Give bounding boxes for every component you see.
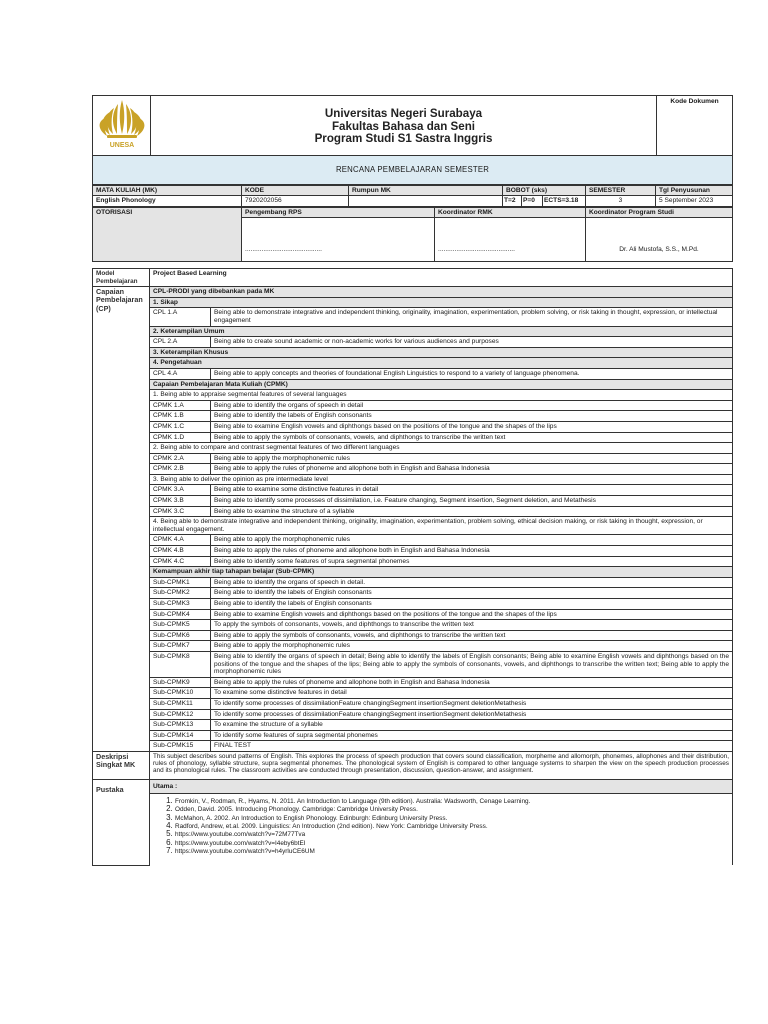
sub-cpmk-code: Sub-CPMK13 [150,720,211,731]
cpmk-code: CPMK 1.D [150,432,211,443]
cpmk-row [93,556,733,567]
semester-value: 3 [586,196,656,207]
cpmk-text: Being able to examine some distinctive features in detail [211,485,733,496]
rps-document [92,95,732,866]
cpl-text: Being able to apply concepts and theories of foundational English Linguistics to respond to a variety of language phenomena. [211,368,733,379]
sub-cpmk-text: To identify some processes of dissimilationFeature changingSegment insertionSegment deletionMetathesis [211,698,733,709]
cpmk-row [93,535,733,546]
cpl-row [93,368,733,379]
reference-item: 4. Radford, Andrew, et.al. 2009. Linguistics: An Introduction (2nd edition). New York: Cambridge University Press. [175,822,732,830]
cpmk-code: CPMK 3.A [150,485,211,496]
general-skills-header: 2. Keterampilan Umum [150,326,733,337]
cpmk-group-title: 2. Being able to compare and contrast segmental features of two different languages [150,443,733,454]
sub-cpmk-row [93,677,733,688]
credit-theory: T=2 [503,196,522,207]
credit-header: BOBOT (sks) [503,185,586,196]
cpl-text: Being able to demonstrate integrative and independent thinking, originality, imagination, experimentation, problem solving, or risk taking in thought, expression, or intellectual engagement [211,308,733,326]
cpmk-code: CPMK 1.C [150,421,211,432]
credit-practice: P=0 [522,196,543,207]
sub-cpmk-row [93,651,733,677]
sub-cpmk-code: Sub-CPMK10 [150,688,211,699]
sub-cpmk-row [93,577,733,588]
sub-cpmk-row [93,698,733,709]
cpmk-text: Being able to identify the organs of speech in detail [211,400,733,411]
cpl-code: CPL 4.A [150,368,211,379]
faculty-name: Fakultas Bahasa dan Seni [331,119,476,133]
cpmk-row [93,453,733,464]
sub-cpmk-code: Sub-CPMK1 [150,577,211,588]
cpl-prodi-header: CPL-PRODI yang dibebankan pada MK [150,287,733,298]
header-table [92,95,733,185]
cpl-row [93,308,733,326]
sub-cpmk-text: Being able to apply the rules of phoneme and allophone both in English and Bahasa Indonesia [211,677,733,688]
cpmk-code: CPMK 4.B [150,546,211,557]
university-name: Universitas Negeri Surabaya [324,106,483,120]
sub-cpmk-row [93,641,733,652]
cpmk-row [93,411,733,422]
sub-cpmk-row [93,730,733,741]
document-title: RENCANA PEMBELAJARAN SEMESTER [93,155,733,184]
cpmk-text: Being able to identify some features of supra segmental phonemes [211,556,733,567]
sub-cpmk-text: To identify some features of supra segmental phonemes [211,730,733,741]
cpmk-text: Being able to apply the symbols of consonants, vowels, and diphthongs to transcribe the written text [211,432,733,443]
cpmk-code: CPMK 3.B [150,496,211,507]
cpmk-code: CPMK 4.A [150,535,211,546]
university-logo [93,96,151,156]
cpmk-group-title: 1. Being able to appraise segmental features of several languages [150,390,733,401]
cp-label: Capaian Pembelajaran (CP) [93,287,150,752]
authorization-label: OTORISASI [93,207,242,262]
prodi-coordinator-label: Koordinator Program Studi [586,207,733,218]
cpl-code: CPL 1.A [150,308,211,326]
cpmk-row [93,432,733,443]
sub-cpmk-row [93,741,733,752]
reference-item: 3. McMahon, A. 2002. An Introduction to English Phonology. Edinburgh: Edinburg University Press. [175,814,732,822]
sub-cpmk-row [93,709,733,720]
main-references-label: Utama : [150,780,732,795]
rumpun-header: Rumpun MK [349,185,503,196]
cpmk-text: Being able to examine English vowels and diphthongs based on the positions of the tongue and the shapes of the lips [211,421,733,432]
cpmk-row [93,485,733,496]
sikap-header: 1. Sikap [150,297,733,308]
sub-cpmk-code: Sub-CPMK7 [150,641,211,652]
cpl-row [93,337,733,348]
sub-cpmk-row [93,588,733,599]
cpl-text: Being able to create sound academic or non-academic works for various audiences and purposes [211,337,733,348]
sub-cpmk-text: To examine some distinctive features in detail [211,688,733,699]
sub-cpmk-row [93,688,733,699]
reference-item: 2. Odden, David. 2005. Introducing Phonology. Cambridge: Cambridge University Press. [175,805,732,813]
reference-item: 5. https://www.youtube.com/watch?v=72M77Tva [175,830,732,838]
rps-developer-signature: .......................................... [242,218,435,262]
cpmk-text: Being able to apply the morphophonemic rules [211,453,733,464]
knowledge-header: 4. Pengetahuan [150,358,733,369]
rumpun-value [349,196,503,207]
sub-cpmk-code: Sub-CPMK6 [150,630,211,641]
sub-cpmk-text: Being able to apply the symbols of consonants, vowels, and diphthongs to transcribe the written text [211,630,733,641]
sub-cpmk-text: Being able to examine English vowels and diphthongs based on the positions of the tongue and the shapes of the lips [211,609,733,620]
references-label: Pustaka [93,779,150,865]
sub-cpmk-text: FINAL TEST [211,741,733,752]
sub-cpmk-text: Being able to identify the labels of English consonants [211,599,733,610]
course-code-value: 7920202056 [242,196,349,207]
unesa-logo-icon [95,96,149,152]
cpmk-row [93,506,733,517]
program-name: Program Studi S1 Sastra Inggris [314,132,493,146]
sub-cpmk-text: Being able to apply the morphophonemic rules [211,641,733,652]
cpmk-text: Being able to identify some processes of dissimilation, i.e. Feature changing, Segment insertion, Segment deletion, and Metathesis [211,496,733,507]
cpmk-text: Being able to examine the structure of a syllable [211,506,733,517]
course-code-header: KODE [242,185,349,196]
cpmk-text: Being able to apply the morphophonemic rules [211,535,733,546]
date-header: Tgl Penyusunan [656,185,733,196]
rps-developer-label: Pengembang RPS [242,207,435,218]
reference-item: 1. Fromkin, V., Rodman, R., Hyams, N. 2011. An Introduction to Language (9th edition). Australia: Wadsworth, Cenage Learning. [175,797,732,805]
learning-outcomes-section [93,287,733,752]
special-skills-header: 3. Keterampilan Khusus [150,347,733,358]
cpmk-row [93,496,733,507]
sub-cpmk-text: Being able to identify the labels of English consonants [211,588,733,599]
sub-cpmk-text: Being able to identify the organs of speech in detail. [211,577,733,588]
cpmk-code: CPMK 3.C [150,506,211,517]
cpmk-code: CPMK 1.B [150,411,211,422]
description-label: Deskripsi Singkat MK [93,751,150,779]
cpmk-group-title: 3. Being able to deliver the opinion as pre intermediate level [150,474,733,485]
cpmk-text: Being able to apply the rules of phoneme and allophone both in English and Bahasa Indonesia [211,546,733,557]
sub-cpmk-code: Sub-CPMK8 [150,651,211,677]
semester-header: SEMESTER [586,185,656,196]
sub-cpmk-code: Sub-CPMK9 [150,677,211,688]
date-value: 5 September 2023 [656,196,733,207]
sub-cpmk-code: Sub-CPMK5 [150,620,211,631]
model-label: Model Pembelajaran [93,269,150,287]
cpmk-row [93,464,733,475]
doc-code-label: Kode Dokumen [657,96,733,156]
sub-cpmk-header: Kemampuan akhir tiap tahapan belajar (Sub-CPMK) [150,567,733,578]
description-text: This subject describes sound patterns of English. This explores the process of speech production that covers sound classification, morpheme and allomorph, phonemes, allophones and their distribution, rules of phonology, syllable structure, supra segmental phonemes. The phonological system of English is compared to other language systems to sharpen the view on the speech production processes and its phonological rules. The classroom activities are conducted through presentation, discussion, question-answer, and assignment. [150,751,733,779]
sub-cpmk-text: Being able to identify the organs of speech in detail; Being able to identify the labels of English consonants; Being able to examine English vowels and diphthongs based on the positions of the tongue and the shapes of the lips; Being able to apply the symbols of consonants, vowels, and diphthongs to transcribe the written text; Being able to apply the morphophonemic rules [211,651,733,677]
main-content-table [92,268,733,865]
cpmk-row [93,546,733,557]
course-name-header: MATA KULIAH (MK) [93,185,242,196]
sub-cpmk-code: Sub-CPMK4 [150,609,211,620]
svg-text:UNESA: UNESA [109,142,134,149]
references-cell [150,779,733,865]
sub-cpmk-row [93,620,733,631]
sub-cpmk-row [93,720,733,731]
authorization-table [92,207,733,263]
credit-ects: ECTS=3.18 [543,196,586,207]
sub-cpmk-row [93,630,733,641]
sub-cpmk-code: Sub-CPMK11 [150,698,211,709]
sub-cpmk-code: Sub-CPMK15 [150,741,211,752]
rmk-coordinator-label: Koordinator RMK [435,207,586,218]
sub-cpmk-code: Sub-CPMK12 [150,709,211,720]
cpmk-code: CPMK 1.A [150,400,211,411]
sub-cpmk-row [93,599,733,610]
sub-cpmk-code: Sub-CPMK2 [150,588,211,599]
cpmk-header: Capaian Pembelajaran Mata Kuliah (CPMK) [150,379,733,390]
institution-heading [151,96,657,156]
course-info-table [92,185,733,207]
sub-cpmk-text: To examine the structure of a syllable [211,720,733,731]
sub-cpmk-code: Sub-CPMK14 [150,730,211,741]
model-value: Project Based Learning [150,269,733,287]
reference-item: 7. https://www.youtube.com/watch?v=h4yrluCE6UM [175,847,732,855]
cpmk-code: CPMK 2.B [150,464,211,475]
cpmk-code: CPMK 4.C [150,556,211,567]
cpmk-group-title: 4. Being able to demonstrate integrative and independent thinking, originality, imagination, experimentation, problem solving, ethical decision making, or risk taking in thought, expression, or intellectual engagement. [150,517,733,535]
sub-cpmk-text: To apply the symbols of consonants, vowels, and diphthongs to transcribe the written text [211,620,733,631]
rmk-coordinator-signature: .......................................... [435,218,586,262]
sub-cpmk-text: To identify some processes of dissimilationFeature changingSegment insertionSegment deletionMetathesis [211,709,733,720]
course-name-value: English Phonology [93,196,242,207]
cpmk-row [93,421,733,432]
reference-list [150,794,732,865]
sub-cpmk-code: Sub-CPMK3 [150,599,211,610]
reference-item: 6. https://www.youtube.com/watch?v=I4eby6btEI [175,839,732,847]
cpmk-row [93,400,733,411]
cpl-code: CPL 2.A [150,337,211,348]
sub-cpmk-row [93,609,733,620]
cpmk-text: Being able to apply the rules of phoneme and allophone both in English and Bahasa Indonesia [211,464,733,475]
cpmk-code: CPMK 2.A [150,453,211,464]
cpmk-text: Being able to identify the labels of English consonants [211,411,733,422]
prodi-coordinator-name: Dr. Ali Mustofa, S.S., M.Pd. [586,218,733,262]
